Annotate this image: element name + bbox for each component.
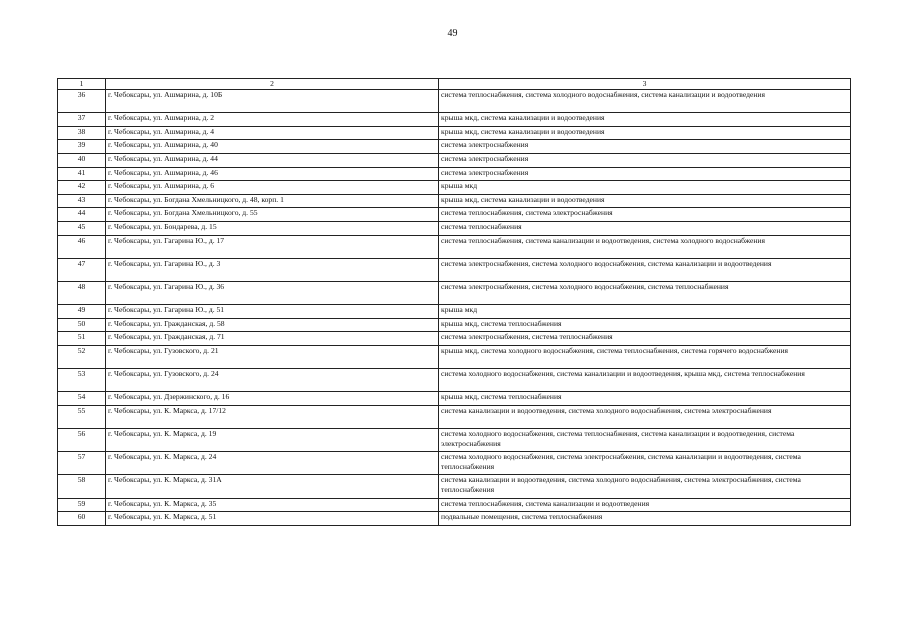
- row-number: 55: [58, 405, 106, 428]
- row-number: 47: [58, 258, 106, 281]
- row-number: 51: [58, 332, 106, 346]
- row-systems: крыша мкд, система канализации и водоотведения: [439, 126, 851, 140]
- row-number: 49: [58, 305, 106, 319]
- table-row: [58, 181, 851, 195]
- row-address: г. Чебоксары, ул. Гагарина Ю., д. 3: [106, 258, 439, 281]
- column-header-3: 3: [439, 79, 851, 90]
- table-row: [58, 405, 851, 428]
- row-systems: крыша мкд, система канализации и водоотведения: [439, 194, 851, 208]
- row-address: г. Чебоксары, ул. Ашмарина, д. 2: [106, 113, 439, 127]
- row-systems: система электроснабжения: [439, 153, 851, 167]
- row-address: г. Чебоксары, ул. Ашмарина, д. 4: [106, 126, 439, 140]
- row-number: 36: [58, 90, 106, 113]
- row-number: 44: [58, 208, 106, 222]
- row-number: 46: [58, 235, 106, 258]
- row-systems: система электроснабжения, система холодного водоснабжения, система канализации и водоотведения: [439, 258, 851, 281]
- table-row: [58, 429, 851, 452]
- row-systems: система теплоснабжения, система электроснабжения: [439, 208, 851, 222]
- row-number: 52: [58, 345, 106, 368]
- table-row: [58, 369, 851, 392]
- row-number: 57: [58, 452, 106, 475]
- table-row: [58, 167, 851, 181]
- row-systems: система электроснабжения: [439, 140, 851, 154]
- row-address: г. Чебоксары, ул. Гагарина Ю., д. 51: [106, 305, 439, 319]
- row-number: 60: [58, 512, 106, 526]
- row-number: 37: [58, 113, 106, 127]
- table-row: [58, 345, 851, 368]
- row-number: 39: [58, 140, 106, 154]
- row-address: г. Чебоксары, ул. К. Маркса, д. 17/12: [106, 405, 439, 428]
- table-row: [58, 208, 851, 222]
- row-number: 42: [58, 181, 106, 195]
- row-address: г. Чебоксары, ул. Богдана Хмельницкого, д. 48, корп. 1: [106, 194, 439, 208]
- row-number: 53: [58, 369, 106, 392]
- row-systems: крыша мкд, система холодного водоснабжения, система теплоснабжения, система горячего водоснабжения: [439, 345, 851, 368]
- table-row: [58, 140, 851, 154]
- row-address: г. Чебоксары, ул. Ашмарина, д. 10Б: [106, 90, 439, 113]
- table-row: [58, 452, 851, 475]
- table-row: [58, 194, 851, 208]
- page-number: 49: [447, 28, 458, 39]
- row-address: г. Чебоксары, ул. Гузовского, д. 21: [106, 345, 439, 368]
- table-row: [58, 90, 851, 113]
- row-number: 43: [58, 194, 106, 208]
- row-address: г. Чебоксары, ул. К. Маркса, д. 51: [106, 512, 439, 526]
- row-systems: система канализации и водоотведения, система холодного водоснабжения, система электроснабжения, система теплоснабжения: [439, 475, 851, 498]
- row-number: 48: [58, 281, 106, 304]
- row-number: 50: [58, 318, 106, 332]
- row-systems: система электроснабжения, система теплоснабжения: [439, 332, 851, 346]
- row-systems: система электроснабжения, система холодного водоснабжения, система теплоснабжения: [439, 281, 851, 304]
- row-address: г. Чебоксары, ул. Дзержинского, д. 16: [106, 392, 439, 406]
- table-row: [58, 258, 851, 281]
- row-address: г. Чебоксары, ул. Ашмарина, д. 44: [106, 153, 439, 167]
- table-row: [58, 281, 851, 304]
- table-row: [58, 475, 851, 498]
- row-systems: система теплоснабжения: [439, 221, 851, 235]
- row-systems: система теплоснабжения, система холодного водоснабжения, система канализации и водоотведения: [439, 90, 851, 113]
- row-number: 41: [58, 167, 106, 181]
- table-row: [58, 235, 851, 258]
- row-systems: система холодного водоснабжения, система теплоснабжения, система канализации и водоотведения, система электроснабжения: [439, 429, 851, 452]
- table-header-row: [58, 79, 851, 90]
- column-header-2: 2: [106, 79, 439, 90]
- objects-table: [57, 78, 851, 526]
- row-address: г. Чебоксары, ул. Бондарева, д. 15: [106, 221, 439, 235]
- table-row: [58, 305, 851, 319]
- row-systems: система электроснабжения: [439, 167, 851, 181]
- row-address: г. Чебоксары, ул. Гагарина Ю., д. 17: [106, 235, 439, 258]
- row-address: г. Чебоксары, ул. Ашмарина, д. 46: [106, 167, 439, 181]
- row-address: г. Чебоксары, ул. Гузовского, д. 24: [106, 369, 439, 392]
- row-address: г. Чебоксары, ул. Богдана Хмельницкого, д. 55: [106, 208, 439, 222]
- row-systems: система канализации и водоотведения, система холодного водоснабжения, система электроснабжения: [439, 405, 851, 428]
- row-number: 54: [58, 392, 106, 406]
- table-row: [58, 153, 851, 167]
- row-systems: система холодного водоснабжения, система канализации и водоотведения, крыша мкд, система теплоснабжения: [439, 369, 851, 392]
- table-row: [58, 332, 851, 346]
- row-address: г. Чебоксары, ул. К. Маркса, д. 35: [106, 498, 439, 512]
- row-number: 38: [58, 126, 106, 140]
- row-systems: система теплоснабжения, система канализации и водоотведения: [439, 498, 851, 512]
- row-systems: крыша мкд: [439, 305, 851, 319]
- row-systems: крыша мкд, система теплоснабжения: [439, 392, 851, 406]
- row-address: г. Чебоксары, ул. Ашмарина, д. 40: [106, 140, 439, 154]
- row-address: г. Чебоксары, ул. Гражданская, д. 58: [106, 318, 439, 332]
- row-address: г. Чебоксары, ул. К. Маркса, д. 31А: [106, 475, 439, 498]
- row-systems: крыша мкд, система канализации и водоотведения: [439, 113, 851, 127]
- table-row: [58, 512, 851, 526]
- row-address: г. Чебоксары, ул. Ашмарина, д. 6: [106, 181, 439, 195]
- row-systems: подвальные помещения, система теплоснабжения: [439, 512, 851, 526]
- row-systems: система холодного водоснабжения, система электроснабжения, система канализации и водоотведения, система теплоснабжения: [439, 452, 851, 475]
- row-address: г. Чебоксары, ул. К. Маркса, д. 24: [106, 452, 439, 475]
- table-row: [58, 126, 851, 140]
- table-row: [58, 113, 851, 127]
- row-number: 40: [58, 153, 106, 167]
- row-systems: крыша мкд: [439, 181, 851, 195]
- row-number: 59: [58, 498, 106, 512]
- column-header-1: 1: [58, 79, 106, 90]
- row-number: 58: [58, 475, 106, 498]
- row-number: 56: [58, 429, 106, 452]
- row-address: г. Чебоксары, ул. Гражданская, д. 71: [106, 332, 439, 346]
- row-systems: система теплоснабжения, система канализации и водоотведения, система холодного водоснабжения: [439, 235, 851, 258]
- table-row: [58, 221, 851, 235]
- row-address: г. Чебоксары, ул. К. Маркса, д. 19: [106, 429, 439, 452]
- table-row: [58, 392, 851, 406]
- row-systems: крыша мкд, система теплоснабжения: [439, 318, 851, 332]
- table-row: [58, 318, 851, 332]
- row-number: 45: [58, 221, 106, 235]
- table-row: [58, 498, 851, 512]
- row-address: г. Чебоксары, ул. Гагарина Ю., д. 36: [106, 281, 439, 304]
